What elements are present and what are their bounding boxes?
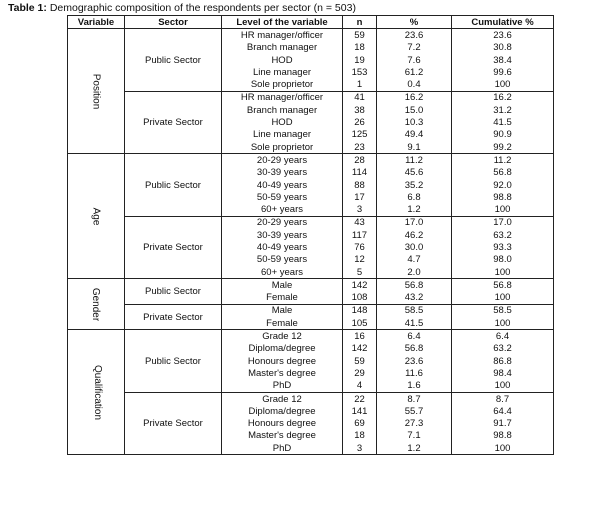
level-cell: Master's degree: [222, 430, 343, 442]
percent-cell: 7.6: [377, 54, 452, 66]
percent-cell: 49.4: [377, 129, 452, 141]
cumulative-cell: 56.8: [452, 279, 554, 292]
cumulative-cell: 86.8: [452, 355, 554, 367]
percent-cell: 8.7: [377, 392, 452, 405]
n-cell: 18: [343, 430, 377, 442]
level-cell: Female: [222, 292, 343, 305]
header-percent: %: [377, 16, 452, 29]
level-cell: 20-29 years: [222, 154, 343, 167]
cumulative-cell: 6.4: [452, 330, 554, 343]
n-cell: 59: [343, 355, 377, 367]
level-cell: Sole proprietor: [222, 78, 343, 91]
percent-cell: 61.2: [377, 66, 452, 78]
header-sector: Sector: [125, 16, 222, 29]
n-cell: 105: [343, 317, 377, 330]
variable-label: Age: [90, 207, 102, 226]
n-cell: 17: [343, 191, 377, 203]
level-cell: Honours degree: [222, 418, 343, 430]
percent-cell: 15.0: [377, 104, 452, 116]
level-cell: HR manager/officer: [222, 29, 343, 42]
sector-cell: Public Sector: [125, 29, 222, 91]
percent-cell: 41.5: [377, 317, 452, 330]
percent-cell: 6.8: [377, 191, 452, 203]
percent-cell: 9.1: [377, 141, 452, 154]
variable-cell: [68, 279, 125, 330]
cumulative-cell: 63.2: [452, 343, 554, 355]
level-cell: Line manager: [222, 129, 343, 141]
cumulative-cell: 16.2: [452, 91, 554, 104]
percent-cell: 30.0: [377, 241, 452, 253]
level-cell: HR manager/officer: [222, 91, 343, 104]
cumulative-cell: 100: [452, 266, 554, 279]
level-cell: 50-59 years: [222, 191, 343, 203]
cumulative-cell: 41.5: [452, 116, 554, 128]
cumulative-cell: 63.2: [452, 229, 554, 241]
sector-cell: Public Sector: [125, 154, 222, 216]
table-row: [68, 279, 554, 292]
table-caption-label: Table 1:: [8, 2, 47, 14]
percent-cell: 11.2: [377, 154, 452, 167]
n-cell: 3: [343, 203, 377, 216]
cumulative-cell: 98.0: [452, 254, 554, 266]
cumulative-cell: 17.0: [452, 216, 554, 229]
sector-cell: Public Sector: [125, 330, 222, 392]
cumulative-cell: 30.8: [452, 42, 554, 54]
n-cell: 148: [343, 304, 377, 317]
level-cell: HOD: [222, 54, 343, 66]
cumulative-cell: 23.6: [452, 29, 554, 42]
percent-cell: 56.8: [377, 343, 452, 355]
level-cell: Sole proprietor: [222, 141, 343, 154]
cumulative-cell: 8.7: [452, 392, 554, 405]
variable-label: Gender: [90, 287, 102, 322]
level-cell: 30-39 years: [222, 167, 343, 179]
table-row: [68, 330, 554, 343]
table-row: [68, 154, 554, 167]
n-cell: 23: [343, 141, 377, 154]
cumulative-cell: 98.8: [452, 191, 554, 203]
n-cell: 142: [343, 279, 377, 292]
n-cell: 142: [343, 343, 377, 355]
header-cumulative: Cumulative %: [452, 16, 554, 29]
n-cell: 88: [343, 179, 377, 191]
variable-label: Position: [90, 73, 102, 110]
n-cell: 141: [343, 405, 377, 417]
table-row: [68, 392, 554, 405]
cumulative-cell: 100: [452, 203, 554, 216]
cumulative-cell: 11.2: [452, 154, 554, 167]
table-body: [68, 29, 554, 455]
cumulative-cell: 99.6: [452, 66, 554, 78]
header-level: Level of the variable: [222, 16, 343, 29]
n-cell: 114: [343, 167, 377, 179]
table-caption-text: Demographic composition of the respondents per sector (n = 503): [46, 2, 356, 14]
level-cell: PhD: [222, 380, 343, 393]
level-cell: 40-49 years: [222, 179, 343, 191]
level-cell: 60+ years: [222, 203, 343, 216]
n-cell: 125: [343, 129, 377, 141]
cumulative-cell: 91.7: [452, 418, 554, 430]
n-cell: 108: [343, 292, 377, 305]
variable-cell: [68, 154, 125, 279]
level-cell: Male: [222, 304, 343, 317]
n-cell: 18: [343, 42, 377, 54]
cumulative-cell: 100: [452, 317, 554, 330]
variable-cell: [68, 330, 125, 455]
percent-cell: 43.2: [377, 292, 452, 305]
level-cell: Female: [222, 317, 343, 330]
n-cell: 1: [343, 78, 377, 91]
level-cell: Male: [222, 279, 343, 292]
sector-cell: Private Sector: [125, 304, 222, 330]
variable-label: Qualification: [92, 364, 104, 420]
cumulative-cell: 100: [452, 442, 554, 455]
n-cell: 28: [343, 154, 377, 167]
level-cell: 20-29 years: [222, 216, 343, 229]
percent-cell: 23.6: [377, 355, 452, 367]
cumulative-cell: 100: [452, 78, 554, 91]
n-cell: 19: [343, 54, 377, 66]
n-cell: 153: [343, 66, 377, 78]
percent-cell: 16.2: [377, 91, 452, 104]
level-cell: 40-49 years: [222, 241, 343, 253]
percent-cell: 7.2: [377, 42, 452, 54]
sector-cell: Private Sector: [125, 216, 222, 278]
level-cell: Master's degree: [222, 367, 343, 379]
cumulative-cell: 31.2: [452, 104, 554, 116]
percent-cell: 2.0: [377, 266, 452, 279]
percent-cell: 1.2: [377, 442, 452, 455]
level-cell: Grade 12: [222, 392, 343, 405]
level-cell: 60+ years: [222, 266, 343, 279]
level-cell: HOD: [222, 116, 343, 128]
percent-cell: 45.6: [377, 167, 452, 179]
cumulative-cell: 56.8: [452, 167, 554, 179]
cumulative-cell: 99.2: [452, 141, 554, 154]
percent-cell: 7.1: [377, 430, 452, 442]
level-cell: 50-59 years: [222, 254, 343, 266]
cumulative-cell: 92.0: [452, 179, 554, 191]
n-cell: 69: [343, 418, 377, 430]
header-variable: Variable: [68, 16, 125, 29]
cumulative-cell: 58.5: [452, 304, 554, 317]
level-cell: Line manager: [222, 66, 343, 78]
percent-cell: 35.2: [377, 179, 452, 191]
percent-cell: 11.6: [377, 367, 452, 379]
demographics-table: [67, 15, 554, 455]
n-cell: 3: [343, 442, 377, 455]
cumulative-cell: 93.3: [452, 241, 554, 253]
percent-cell: 1.2: [377, 203, 452, 216]
n-cell: 5: [343, 266, 377, 279]
table-row: [68, 216, 554, 229]
level-cell: Grade 12: [222, 330, 343, 343]
n-cell: 43: [343, 216, 377, 229]
cumulative-cell: 100: [452, 380, 554, 393]
n-cell: 16: [343, 330, 377, 343]
cumulative-cell: 38.4: [452, 54, 554, 66]
table-row: [68, 29, 554, 42]
cumulative-cell: 90.9: [452, 129, 554, 141]
sector-cell: Public Sector: [125, 279, 222, 305]
level-cell: Honours degree: [222, 355, 343, 367]
n-cell: 59: [343, 29, 377, 42]
percent-cell: 27.3: [377, 418, 452, 430]
cumulative-cell: 98.8: [452, 430, 554, 442]
percent-cell: 6.4: [377, 330, 452, 343]
n-cell: 4: [343, 380, 377, 393]
table-row: [68, 91, 554, 104]
header-row: [68, 16, 554, 29]
percent-cell: 4.7: [377, 254, 452, 266]
n-cell: 29: [343, 367, 377, 379]
table-caption: [8, 2, 356, 14]
percent-cell: 56.8: [377, 279, 452, 292]
percent-cell: 1.6: [377, 380, 452, 393]
sector-cell: Private Sector: [125, 91, 222, 153]
n-cell: 117: [343, 229, 377, 241]
n-cell: 38: [343, 104, 377, 116]
header-n: n: [343, 16, 377, 29]
level-cell: Branch manager: [222, 42, 343, 54]
percent-cell: 23.6: [377, 29, 452, 42]
percent-cell: 17.0: [377, 216, 452, 229]
cumulative-cell: 100: [452, 292, 554, 305]
percent-cell: 0.4: [377, 78, 452, 91]
n-cell: 12: [343, 254, 377, 266]
table-row: [68, 304, 554, 317]
percent-cell: 46.2: [377, 229, 452, 241]
percent-cell: 55.7: [377, 405, 452, 417]
n-cell: 26: [343, 116, 377, 128]
level-cell: 30-39 years: [222, 229, 343, 241]
n-cell: 76: [343, 241, 377, 253]
percent-cell: 10.3: [377, 116, 452, 128]
level-cell: PhD: [222, 442, 343, 455]
variable-cell: [68, 29, 125, 154]
level-cell: Diploma/degree: [222, 405, 343, 417]
cumulative-cell: 98.4: [452, 367, 554, 379]
sector-cell: Private Sector: [125, 392, 222, 454]
level-cell: Diploma/degree: [222, 343, 343, 355]
level-cell: Branch manager: [222, 104, 343, 116]
n-cell: 22: [343, 392, 377, 405]
n-cell: 41: [343, 91, 377, 104]
percent-cell: 58.5: [377, 304, 452, 317]
cumulative-cell: 64.4: [452, 405, 554, 417]
